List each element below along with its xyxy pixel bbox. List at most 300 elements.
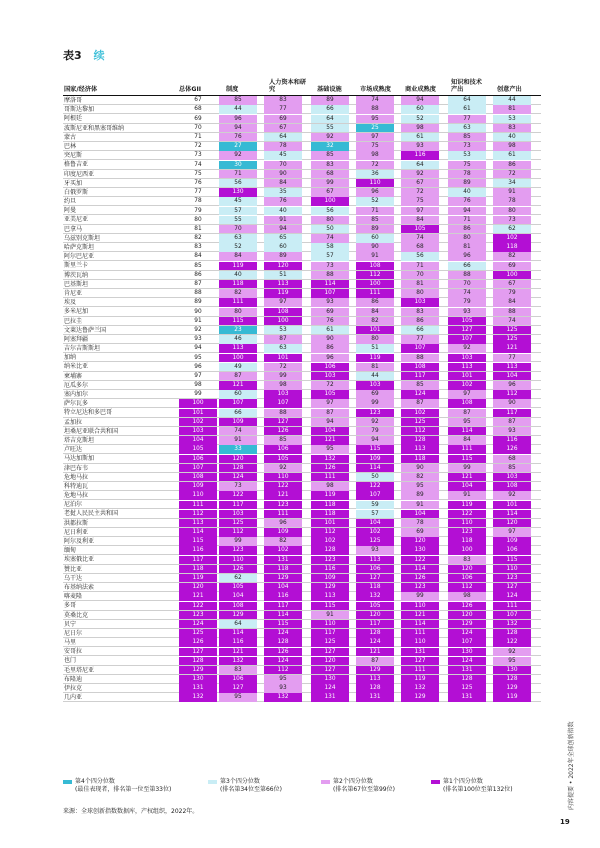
table-row xyxy=(63,537,541,546)
rank-cell-knowledge: 95 xyxy=(448,418,486,426)
table-row xyxy=(63,353,541,362)
rank-cell-infrastructure: 73 xyxy=(311,262,349,270)
rank-cell-institutions: 116 xyxy=(219,638,257,646)
table-row xyxy=(63,546,541,555)
table-row xyxy=(63,133,541,142)
rank-cell-business: 113 xyxy=(401,445,439,453)
rank-cell-market: 118 xyxy=(356,583,394,591)
rank-cell-institutions: 80 xyxy=(219,308,257,316)
rank-cell-creative: 68 xyxy=(493,455,531,463)
rank-cell-gii: 73 xyxy=(194,152,202,159)
rank-cell-market: 85 xyxy=(356,216,394,224)
rank-cell-gii: 87 xyxy=(194,281,202,288)
rank-cell-gii: 114 xyxy=(179,528,217,536)
rank-cell-business: 71 xyxy=(401,262,439,270)
rank-cell-human-capital: 100 xyxy=(264,317,302,325)
table-row xyxy=(63,491,541,500)
rank-cell-market: 84 xyxy=(356,308,394,316)
rank-cell-institutions: 103 xyxy=(219,510,257,518)
rank-cell-knowledge: 125 xyxy=(448,684,486,692)
rank-cell-knowledge: 63 xyxy=(448,124,486,132)
rank-cell-knowledge: 70 xyxy=(448,280,486,288)
rank-cell-market: 81 xyxy=(356,363,394,371)
rank-cell-business: 129 xyxy=(401,693,439,701)
table-row xyxy=(63,473,541,482)
rank-cell-infrastructure: 124 xyxy=(311,684,349,692)
rank-cell-infrastructure: 90 xyxy=(311,335,349,343)
rank-cell-infrastructure: 69 xyxy=(311,308,349,316)
rank-cell-institutions: 23 xyxy=(219,326,257,334)
table-row xyxy=(63,482,541,491)
rank-cell-institutions: 84 xyxy=(219,252,257,260)
rank-cell-gii: 119 xyxy=(179,574,217,582)
rank-cell-institutions: 91 xyxy=(219,436,257,444)
rank-cell-creative: 69 xyxy=(493,262,531,270)
rank-cell-knowledge: 123 xyxy=(448,528,486,536)
rank-cell-human-capital: 35 xyxy=(264,188,302,196)
rank-cell-institutions: 118 xyxy=(219,280,257,288)
rank-cell-gii: 78 xyxy=(194,198,202,205)
rank-cell-institutions: 87 xyxy=(219,372,257,380)
rank-cell-knowledge: 104 xyxy=(448,482,486,490)
rank-cell-infrastructure: 131 xyxy=(311,693,349,701)
rank-cell-gii: 125 xyxy=(179,629,217,637)
rank-cell-gii: 89 xyxy=(194,299,202,306)
table-row xyxy=(63,124,541,133)
rank-cell-institutions: 126 xyxy=(219,565,257,573)
rank-cell-knowledge: 115 xyxy=(448,455,486,463)
rank-cell-creative: 73 xyxy=(493,216,531,224)
rank-cell-market: 123 xyxy=(356,409,394,417)
country-name: 老挝人民民主共和国 xyxy=(64,510,119,518)
rank-cell-infrastructure: 57 xyxy=(311,252,349,260)
rank-cell-business: 93 xyxy=(401,142,439,150)
rank-cell-institutions: 94 xyxy=(219,124,257,132)
rank-cell-creative: 120 xyxy=(493,519,531,527)
rank-cell-market: 60 xyxy=(356,234,394,242)
rank-cell-human-capital: 131 xyxy=(264,556,302,564)
rank-cell-institutions: 99 xyxy=(219,537,257,545)
rank-cell-infrastructure: 106 xyxy=(311,363,349,371)
rank-cell-creative: 103 xyxy=(493,473,531,481)
country-name: 加纳 xyxy=(64,354,77,362)
rank-cell-human-capital: 89 xyxy=(264,252,302,260)
rank-cell-business: 104 xyxy=(401,510,439,518)
rank-cell-human-capital: 90 xyxy=(264,170,302,178)
rank-cell-knowledge: 77 xyxy=(448,115,486,123)
country-name: 布基纳法索 xyxy=(64,583,95,591)
rank-cell-creative: 92 xyxy=(493,491,531,499)
rank-cell-business: 89 xyxy=(401,491,439,499)
rank-cell-knowledge: 120 xyxy=(448,611,486,619)
country-name: 马达加斯加 xyxy=(64,455,95,463)
table-row xyxy=(63,528,541,537)
rank-cell-institutions: 73 xyxy=(219,482,257,490)
rank-cell-business: 56 xyxy=(401,252,439,260)
rank-cell-gii: 102 xyxy=(179,418,217,426)
rank-cell-human-capital: 122 xyxy=(264,482,302,490)
table-row xyxy=(63,151,541,160)
rank-cell-infrastructure: 87 xyxy=(311,409,349,417)
rank-cell-gii: 103 xyxy=(179,427,217,435)
rank-cell-infrastructure: 93 xyxy=(311,298,349,306)
rank-cell-infrastructure: 118 xyxy=(311,510,349,518)
table-row xyxy=(63,298,541,307)
rank-cell-market: 79 xyxy=(356,427,394,435)
country-name: 摩洛哥 xyxy=(64,97,83,104)
rank-cell-infrastructure: 58 xyxy=(311,243,349,251)
rank-cell-infrastructure: 115 xyxy=(311,602,349,610)
legend-swatch-q2 xyxy=(321,780,330,784)
table-row xyxy=(63,574,541,583)
rank-cell-human-capital: 114 xyxy=(264,611,302,619)
country-name: 突尼斯 xyxy=(64,152,83,160)
table-row xyxy=(63,601,541,610)
rank-cell-knowledge: 106 xyxy=(448,574,486,582)
country-name: 尼泊尔 xyxy=(64,501,83,509)
rank-cell-creative: 86 xyxy=(493,161,531,169)
rank-cell-human-capital: 115 xyxy=(264,620,302,628)
country-name: 塔吉克斯坦 xyxy=(64,436,95,444)
rank-cell-knowledge: 100 xyxy=(448,546,486,554)
rank-cell-gii: 120 xyxy=(179,583,217,591)
rank-cell-institutions: 74 xyxy=(219,427,257,435)
rank-cell-creative: 106 xyxy=(493,546,531,554)
country-name: 阿曼 xyxy=(64,207,77,215)
rank-cell-institutions: 113 xyxy=(219,344,257,352)
rank-cell-institutions: 57 xyxy=(219,207,257,215)
rank-cell-business: 131 xyxy=(401,648,439,656)
country-name: 阿塞拜疆 xyxy=(64,335,89,343)
rank-cell-market: 109 xyxy=(356,455,394,463)
rank-cell-knowledge: 127 xyxy=(448,326,486,334)
table-row xyxy=(63,519,541,528)
rank-cell-market: 113 xyxy=(356,675,394,683)
rank-cell-infrastructure: 113 xyxy=(311,592,349,600)
rank-cell-human-capital: 83 xyxy=(264,96,302,104)
rank-cell-creative: 102 xyxy=(493,234,531,242)
rank-cell-infrastructure: 114 xyxy=(311,280,349,288)
rank-cell-human-capital: 92 xyxy=(264,464,302,472)
rank-cell-infrastructure: 83 xyxy=(311,161,349,169)
rank-cell-knowledge: 85 xyxy=(448,133,486,141)
rank-cell-business: 90 xyxy=(401,464,439,472)
table-row xyxy=(63,464,541,473)
rank-cell-gii: 115 xyxy=(179,537,217,545)
rank-cell-human-capital: 126 xyxy=(264,648,302,656)
rank-cell-market: 74 xyxy=(356,96,394,104)
rank-cell-institutions: 46 xyxy=(219,335,257,343)
rank-cell-institutions: 96 xyxy=(219,115,257,123)
rank-cell-institutions: 121 xyxy=(219,648,257,656)
country-name: 塞内加尔 xyxy=(64,391,89,398)
rank-cell-creative: 108 xyxy=(493,482,531,490)
rank-cell-market: 52 xyxy=(356,197,394,205)
rank-cell-business: 88 xyxy=(401,354,439,362)
rank-cell-market: 36 xyxy=(356,170,394,178)
country-name: 巴拿马 xyxy=(64,225,83,233)
rank-cell-gii: 84 xyxy=(194,253,202,260)
rank-cell-human-capital: 113 xyxy=(264,280,302,288)
legend-range-q2: (排名第67位至第99位) xyxy=(333,786,395,793)
rank-cell-business: 112 xyxy=(401,427,439,435)
rank-cell-market: 87 xyxy=(356,657,394,665)
rank-cell-gii: 67 xyxy=(194,97,202,104)
rank-cell-creative: 98 xyxy=(493,142,531,150)
rank-cell-business: 97 xyxy=(401,207,439,215)
rank-cell-human-capital: 126 xyxy=(264,427,302,435)
rank-cell-infrastructure: 95 xyxy=(311,445,349,453)
rank-cell-infrastructure: 74 xyxy=(311,234,349,242)
rank-cell-business: 72 xyxy=(401,188,439,196)
rank-cell-market: 44 xyxy=(356,372,394,380)
rank-cell-institutions: 120 xyxy=(219,455,257,463)
rank-cell-business: 84 xyxy=(401,216,439,224)
rank-cell-institutions: 128 xyxy=(219,464,257,472)
rank-cell-institutions: 66 xyxy=(219,409,257,417)
rank-cell-gii: 106 xyxy=(179,455,217,463)
rank-cell-human-capital: 124 xyxy=(264,657,302,665)
rank-cell-infrastructure: 111 xyxy=(311,473,349,481)
table-row xyxy=(63,629,541,638)
rank-cell-gii: 130 xyxy=(179,675,217,683)
rank-cell-market: 25 xyxy=(356,124,394,132)
rank-cell-gii: 92 xyxy=(194,326,202,333)
side-running-title-text: 内容提要 • 2022年全球创新指数 xyxy=(568,721,575,810)
rank-cell-knowledge: 76 xyxy=(448,197,486,205)
country-name: 莫桑比克 xyxy=(64,611,89,619)
rank-cell-market: 110 xyxy=(356,179,394,187)
rank-cell-human-capital: 88 xyxy=(264,409,302,417)
rank-cell-creative: 72 xyxy=(493,170,531,178)
table-row xyxy=(63,408,541,417)
rank-cell-market: 107 xyxy=(356,491,394,499)
rank-cell-business: 125 xyxy=(401,418,439,426)
rank-cell-gii: 82 xyxy=(194,235,202,242)
rank-cell-creative: 95 xyxy=(493,657,531,665)
table-row xyxy=(63,206,541,215)
rank-cell-knowledge: 101 xyxy=(448,372,486,380)
rank-cell-market: 88 xyxy=(356,105,394,113)
country-name: 乌干达 xyxy=(64,574,83,582)
rank-cell-institutions: 108 xyxy=(219,602,257,610)
rank-cell-infrastructure: 118 xyxy=(311,501,349,509)
rank-cell-institutions: 115 xyxy=(219,317,257,325)
rank-cell-infrastructure: 130 xyxy=(311,675,349,683)
rank-cell-infrastructure: 125 xyxy=(311,638,349,646)
table-row xyxy=(63,243,541,252)
rank-cell-business: 83 xyxy=(401,308,439,316)
rank-cell-market: 128 xyxy=(356,684,394,692)
rank-cell-infrastructure: 120 xyxy=(311,657,349,665)
table-row xyxy=(63,611,541,620)
table-row xyxy=(63,317,541,326)
rank-cell-creative: 115 xyxy=(493,556,531,564)
table-row xyxy=(63,454,541,463)
table-row xyxy=(63,160,541,169)
rank-cell-human-capital: 117 xyxy=(264,602,302,610)
rank-cell-knowledge: 89 xyxy=(448,179,486,187)
rank-cell-human-capital: 123 xyxy=(264,501,302,509)
rank-cell-knowledge: 114 xyxy=(448,427,486,435)
rank-cell-infrastructure: 103 xyxy=(311,372,349,380)
table-title xyxy=(63,47,105,63)
rank-cell-creative: 132 xyxy=(493,620,531,628)
table-row xyxy=(63,326,541,335)
rank-cell-knowledge: 129 xyxy=(448,620,486,628)
rank-cell-knowledge: 126 xyxy=(448,602,486,610)
table-row xyxy=(63,96,541,105)
rank-cell-institutions: 130 xyxy=(219,188,257,196)
rank-cell-creative: 127 xyxy=(493,583,531,591)
rank-cell-market: 100 xyxy=(356,280,394,288)
rank-cell-infrastructure: 67 xyxy=(311,188,349,196)
rank-cell-human-capital: 64 xyxy=(264,133,302,141)
table-row xyxy=(63,105,541,114)
country-name: 萨尔瓦多 xyxy=(64,400,89,408)
rank-cell-business: 126 xyxy=(401,574,439,582)
rank-cell-business: 105 xyxy=(401,225,439,233)
country-name: 哈萨克斯坦 xyxy=(64,244,95,251)
country-name: 贝宁 xyxy=(64,620,77,628)
rank-cell-knowledge: 97 xyxy=(448,390,486,398)
rank-cell-creative: 83 xyxy=(493,124,531,132)
rank-cell-market: 120 xyxy=(356,611,394,619)
rank-cell-knowledge: 74 xyxy=(448,289,486,297)
rank-cell-human-capital: 109 xyxy=(264,528,302,536)
rank-cell-gii: 121 xyxy=(179,592,217,600)
country-name: 亚美尼亚 xyxy=(64,216,89,224)
rank-cell-market: 117 xyxy=(356,620,394,628)
rank-cell-business: 70 xyxy=(401,271,439,279)
legend-item-q3 xyxy=(208,778,282,794)
rank-cell-knowledge: 111 xyxy=(448,445,486,453)
table-row xyxy=(63,436,541,445)
rank-cell-knowledge: 122 xyxy=(448,510,486,518)
rank-cell-human-capital: 110 xyxy=(264,473,302,481)
rank-cell-gii: 90 xyxy=(194,308,202,315)
rank-cell-gii: 70 xyxy=(194,124,202,131)
rank-cell-knowledge: 99 xyxy=(448,464,486,472)
rank-cell-knowledge: 84 xyxy=(448,436,486,444)
rank-cell-gii: 127 xyxy=(179,648,217,656)
rank-cell-human-capital: 91 xyxy=(264,216,302,224)
country-name: 白俄罗斯 xyxy=(64,188,89,196)
rank-cell-infrastructure: 104 xyxy=(311,427,349,435)
table-row xyxy=(63,565,541,574)
rank-cell-gii: 123 xyxy=(179,611,217,619)
rank-cell-creative: 125 xyxy=(493,326,531,334)
rank-cell-gii: 69 xyxy=(194,115,202,122)
country-name: 巴基斯坦 xyxy=(64,280,89,288)
table-row xyxy=(63,445,541,454)
rank-cell-knowledge: 53 xyxy=(448,151,486,159)
rank-cell-gii: 95 xyxy=(194,354,202,361)
rank-cell-business: 94 xyxy=(401,96,439,104)
rank-cell-business: 69 xyxy=(401,528,439,536)
rank-cell-creative: 53 xyxy=(493,115,531,123)
rank-cell-knowledge: 119 xyxy=(448,501,486,509)
column-header-business: 商业成熟度 xyxy=(405,86,436,93)
country-name: 津巴布韦 xyxy=(64,464,89,472)
rank-cell-creative: 121 xyxy=(493,344,531,352)
rank-cell-infrastructure: 98 xyxy=(311,482,349,490)
rank-cell-gii: 94 xyxy=(194,345,202,352)
rank-cell-knowledge: 93 xyxy=(448,308,486,316)
rank-cell-institutions: 132 xyxy=(219,657,257,665)
rank-cell-knowledge: 131 xyxy=(448,693,486,701)
rank-cell-gii: 128 xyxy=(179,657,217,665)
rank-cell-creative: 84 xyxy=(493,298,531,306)
column-header-institutions: 制度 xyxy=(226,86,239,93)
table-header xyxy=(63,73,541,95)
rank-cell-creative: 40 xyxy=(493,133,531,141)
rank-cell-knowledge: 88 xyxy=(448,271,486,279)
rank-cell-knowledge: 130 xyxy=(448,648,486,656)
legend-item-q4 xyxy=(63,778,171,794)
rank-cell-institutions: 100 xyxy=(219,354,257,362)
rank-cell-institutions: 104 xyxy=(219,592,257,600)
rank-cell-business: 78 xyxy=(401,519,439,527)
table-row xyxy=(63,289,541,298)
rank-cell-creative: 96 xyxy=(493,381,531,389)
rank-cell-knowledge: 121 xyxy=(448,473,486,481)
legend-swatch-q4 xyxy=(63,780,72,784)
rank-cell-market: 124 xyxy=(356,638,394,646)
rank-cell-business: 130 xyxy=(401,546,439,554)
rank-cell-gii: 93 xyxy=(194,336,202,343)
rank-cell-business: 103 xyxy=(401,298,439,306)
rank-cell-market: 114 xyxy=(356,464,394,472)
rank-cell-creative: 112 xyxy=(493,390,531,398)
rank-cell-infrastructure: 100 xyxy=(311,197,349,205)
rank-cell-knowledge: 78 xyxy=(448,170,486,178)
rank-cell-market: 72 xyxy=(356,161,394,169)
rank-cell-human-capital: 94 xyxy=(264,225,302,233)
rank-cell-institutions: 83 xyxy=(219,666,257,674)
rank-cell-institutions: 122 xyxy=(219,491,257,499)
rank-cell-knowledge: 120 xyxy=(448,565,486,573)
rank-cell-business: 120 xyxy=(401,537,439,545)
rank-cell-market: 97 xyxy=(356,133,394,141)
rank-cell-business: 121 xyxy=(401,611,439,619)
rank-cell-human-capital: 93 xyxy=(264,684,302,692)
rank-cell-market: 105 xyxy=(356,602,394,610)
rank-cell-knowledge: 73 xyxy=(448,142,486,150)
rank-cell-business: 66 xyxy=(401,326,439,334)
rank-cell-human-capital: 105 xyxy=(264,455,302,463)
country-name: 马里 xyxy=(64,639,77,647)
rank-cell-business: 85 xyxy=(401,381,439,389)
rank-cell-human-capital: 104 xyxy=(264,583,302,591)
rank-cell-business: 111 xyxy=(401,629,439,637)
rank-cell-creative: 67 xyxy=(493,280,531,288)
legend-swatch-q3 xyxy=(208,780,217,784)
table-row xyxy=(63,372,541,381)
rank-cell-knowledge: 103 xyxy=(448,354,486,362)
rank-cell-human-capital: 51 xyxy=(264,271,302,279)
rank-cell-business: 80 xyxy=(401,289,439,297)
column-header-knowledge: 知识和技术产出 xyxy=(451,79,482,93)
rank-cell-creative: 118 xyxy=(493,243,531,251)
rank-cell-creative: 130 xyxy=(493,666,531,674)
column-header-creative: 创意产出 xyxy=(497,86,522,93)
rank-cell-gii: 68 xyxy=(194,106,202,113)
rank-cell-infrastructure: 66 xyxy=(311,105,349,113)
rank-cell-creative: 77 xyxy=(493,354,531,362)
country-name: 特立尼达和多巴哥 xyxy=(64,409,113,417)
rank-cell-human-capital: 128 xyxy=(264,638,302,646)
